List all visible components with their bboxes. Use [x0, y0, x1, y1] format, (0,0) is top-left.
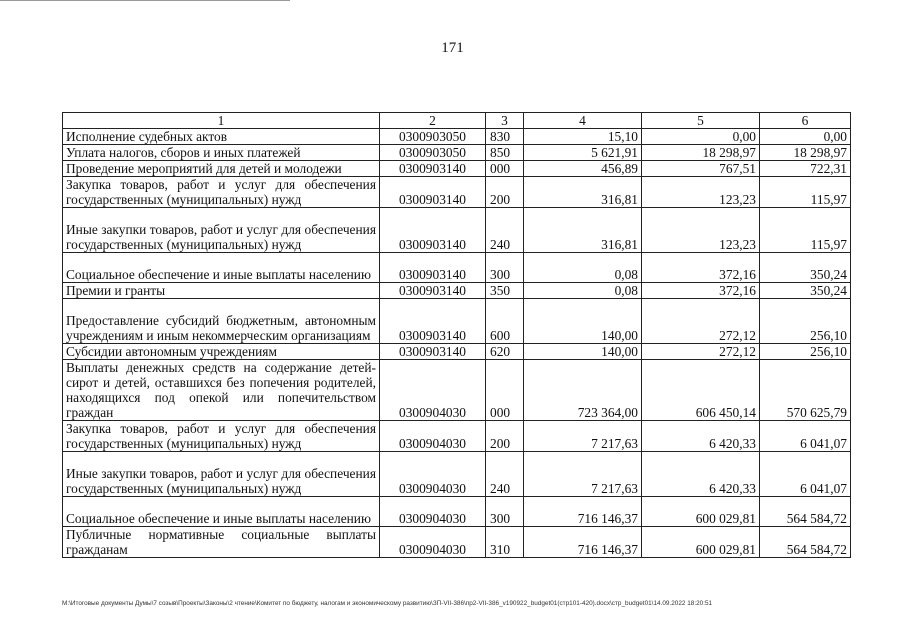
row-value-col6: 570 625,79 [760, 360, 851, 421]
table-row [63, 344, 851, 360]
table-row [63, 527, 851, 558]
column-header: 5 [642, 113, 760, 129]
row-code-cell: 0300903050 [380, 129, 486, 145]
table-header-row [63, 113, 851, 129]
column-header: 2 [380, 113, 486, 129]
column-header: 3 [486, 113, 524, 129]
row-value-col5: 18 298,97 [642, 145, 760, 161]
row-value-col5: 123,23 [642, 177, 760, 208]
column-header: 1 [63, 113, 380, 129]
row-code-cell: 0300903140 [380, 208, 486, 253]
row-name-cell: Предоставление субсидий бюджетным, автономным учреждениям и иным некоммерческим организациям [63, 299, 380, 344]
row-value-col4: 7 217,63 [524, 452, 642, 497]
row-value-col4: 15,10 [524, 129, 642, 145]
row-name-cell: Субсидии автономным учреждениям [63, 344, 380, 360]
row-value-col4: 723 364,00 [524, 360, 642, 421]
row-vr-cell: 350 [486, 283, 524, 299]
column-header: 4 [524, 113, 642, 129]
table-row [63, 299, 851, 344]
row-value-col4: 716 146,37 [524, 527, 642, 558]
row-vr-cell: 600 [486, 299, 524, 344]
row-value-col5: 123,23 [642, 208, 760, 253]
row-value-col6: 564 584,72 [760, 497, 851, 527]
table-row [63, 497, 851, 527]
row-code-cell: 0300903050 [380, 145, 486, 161]
row-value-col4: 456,89 [524, 161, 642, 177]
row-vr-cell: 240 [486, 452, 524, 497]
row-vr-cell: 830 [486, 129, 524, 145]
row-value-col4: 316,81 [524, 208, 642, 253]
row-value-col4: 140,00 [524, 299, 642, 344]
row-value-col6: 564 584,72 [760, 527, 851, 558]
row-vr-cell: 000 [486, 360, 524, 421]
row-vr-cell: 300 [486, 497, 524, 527]
row-value-col5: 372,16 [642, 253, 760, 283]
row-vr-cell: 300 [486, 253, 524, 283]
row-value-col5: 600 029,81 [642, 527, 760, 558]
table-row [63, 283, 851, 299]
footer-file-path: M:\Итоговые документы Думы\7 созыв\Проекты\Законы\2 чтение\Комитет по бюджету, налогам и экономическому развитию\ЗП-VII-386\пр2-VII-386_v190922_budget01(стр101-420).docx\стр_budget01\14.09.2022 18:20:51 [62, 600, 713, 607]
row-value-col4: 0,08 [524, 283, 642, 299]
row-code-cell: 0300903140 [380, 283, 486, 299]
row-vr-cell: 200 [486, 177, 524, 208]
budget-table-body [63, 113, 851, 558]
row-code-cell: 0300903140 [380, 161, 486, 177]
row-value-col5: 272,12 [642, 344, 760, 360]
page-number: 171 [441, 40, 464, 56]
row-value-col5: 372,16 [642, 283, 760, 299]
table-row [63, 208, 851, 253]
row-value-col4: 5 621,91 [524, 145, 642, 161]
row-code-cell: 0300904030 [380, 527, 486, 558]
row-code-cell: 0300904030 [380, 497, 486, 527]
row-code-cell: 0300904030 [380, 452, 486, 497]
row-code-cell: 0300903140 [380, 177, 486, 208]
row-value-col6: 0,00 [760, 129, 851, 145]
table-row [63, 161, 851, 177]
row-name-cell: Премии и гранты [63, 283, 380, 299]
row-value-col5: 6 420,33 [642, 421, 760, 452]
row-value-col5: 0,00 [642, 129, 760, 145]
row-code-cell: 0300903140 [380, 344, 486, 360]
row-value-col6: 18 298,97 [760, 145, 851, 161]
row-value-col6: 6 041,07 [760, 452, 851, 497]
row-name-cell: Публичные нормативные социальные выплаты гражданам [63, 527, 380, 558]
row-value-col6: 256,10 [760, 299, 851, 344]
row-name-cell: Иные закупки товаров, работ и услуг для обеспечения государственных (муниципальных) нужд [63, 452, 380, 497]
row-vr-cell: 000 [486, 161, 524, 177]
table-row [63, 145, 851, 161]
column-header: 6 [760, 113, 851, 129]
table-row [63, 452, 851, 497]
row-value-col5: 272,12 [642, 299, 760, 344]
row-vr-cell: 200 [486, 421, 524, 452]
row-name-cell: Закупка товаров, работ и услуг для обеспечения государственных (муниципальных) нужд [63, 177, 380, 208]
row-code-cell: 0300904030 [380, 421, 486, 452]
row-value-col4: 316,81 [524, 177, 642, 208]
row-name-cell: Социальное обеспечение и иные выплаты населению [63, 253, 380, 283]
row-name-cell: Исполнение судебных актов [63, 129, 380, 145]
row-vr-cell: 850 [486, 145, 524, 161]
row-value-col5: 6 420,33 [642, 452, 760, 497]
row-value-col4: 0,08 [524, 253, 642, 283]
row-code-cell: 0300903140 [380, 253, 486, 283]
budget-table [62, 112, 851, 558]
table-row [63, 360, 851, 421]
row-code-cell: 0300904030 [380, 360, 486, 421]
row-value-col6: 350,24 [760, 283, 851, 299]
row-value-col4: 140,00 [524, 344, 642, 360]
row-name-cell: Закупка товаров, работ и услуг для обеспечения государственных (муниципальных) нужд [63, 421, 380, 452]
row-vr-cell: 310 [486, 527, 524, 558]
row-name-cell: Выплаты денежных средств на содержание детей-сирот и детей, оставшихся без попечения родителей, находящихся под опекой или попечительством граждан [63, 360, 380, 421]
table-row [63, 253, 851, 283]
row-value-col6: 115,97 [760, 208, 851, 253]
row-vr-cell: 620 [486, 344, 524, 360]
table-row [63, 177, 851, 208]
row-value-col5: 606 450,14 [642, 360, 760, 421]
table-row [63, 421, 851, 452]
row-value-col5: 600 029,81 [642, 497, 760, 527]
row-name-cell: Проведение мероприятий для детей и молодежи [63, 161, 380, 177]
row-value-col5: 767,51 [642, 161, 760, 177]
row-name-cell: Социальное обеспечение и иные выплаты населению [63, 497, 380, 527]
row-value-col4: 7 217,63 [524, 421, 642, 452]
row-value-col6: 6 041,07 [760, 421, 851, 452]
row-code-cell: 0300903140 [380, 299, 486, 344]
row-value-col6: 115,97 [760, 177, 851, 208]
header-rule [0, 0, 290, 4]
row-value-col6: 722,31 [760, 161, 851, 177]
row-name-cell: Уплата налогов, сборов и иных платежей [63, 145, 380, 161]
table-row [63, 129, 851, 145]
row-value-col6: 256,10 [760, 344, 851, 360]
row-value-col4: 716 146,37 [524, 497, 642, 527]
row-name-cell: Иные закупки товаров, работ и услуг для обеспечения государственных (муниципальных) нужд [63, 208, 380, 253]
row-value-col6: 350,24 [760, 253, 851, 283]
row-vr-cell: 240 [486, 208, 524, 253]
